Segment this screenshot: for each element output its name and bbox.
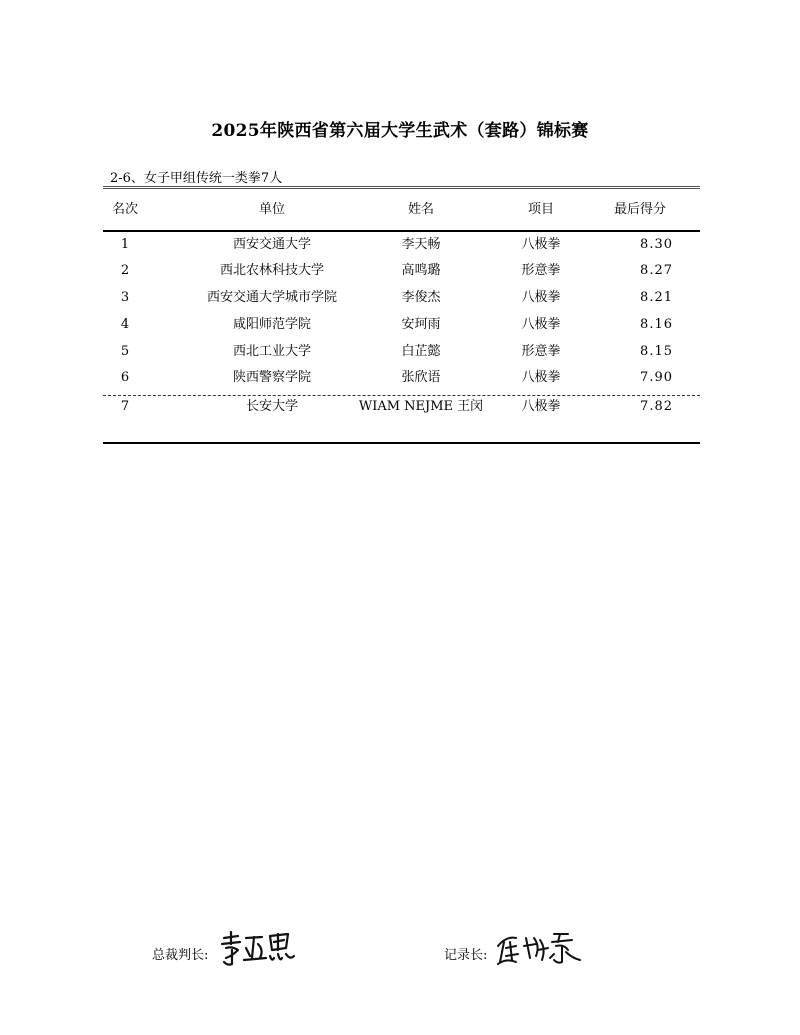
item-cell: 八极拳	[521, 370, 561, 385]
name-cell: 白芷懿	[401, 344, 441, 359]
header-rank: 名次	[111, 202, 138, 217]
name-cell: 李天畅	[401, 237, 441, 252]
header-unit: 单位	[258, 202, 285, 217]
chief-judge-signature-icon	[218, 928, 298, 968]
item-cell: 八极拳	[521, 237, 561, 252]
table-top-rule	[103, 186, 700, 187]
event-name: 2-6、女子甲组传统一类拳7人	[110, 171, 283, 186]
rank-cell: 5	[120, 344, 130, 359]
score-cell: 8.27	[640, 263, 673, 278]
unit-cell: 咸阳师范学院	[232, 317, 311, 332]
table-row	[103, 339, 700, 365]
unit-cell: 西安交通大学	[232, 237, 311, 252]
score-cell: 7.82	[640, 399, 673, 414]
table-row	[103, 258, 700, 284]
name-cell: 高鸣璐	[401, 263, 441, 278]
recorder-signature-icon	[494, 928, 584, 968]
table-row	[103, 312, 700, 338]
unit-cell: 长安大学	[245, 399, 298, 414]
name-cell: 安珂雨	[401, 317, 441, 332]
header-item: 项目	[527, 202, 554, 217]
rank-cell: 2	[120, 263, 130, 278]
rank-cell: 7	[120, 399, 130, 414]
item-cell: 形意拳	[521, 344, 561, 359]
score-cell: 8.21	[640, 290, 673, 305]
table-row	[103, 285, 700, 311]
name-cell: 张欣语	[401, 370, 441, 385]
rank-cell: 4	[120, 317, 130, 332]
unit-cell: 西北工业大学	[232, 344, 311, 359]
table-bottom-rule	[103, 442, 700, 444]
table-row	[103, 232, 700, 258]
rank-cell: 1	[120, 237, 130, 252]
recorder-signature-block	[444, 928, 604, 968]
item-cell: 形意拳	[521, 263, 561, 278]
score-cell: 7.90	[640, 370, 673, 385]
table-header-row	[103, 197, 700, 223]
chief-judge-signature-block	[152, 928, 312, 968]
score-cell: 8.16	[640, 317, 673, 332]
table-top-rule-2	[103, 188, 700, 189]
unit-cell: 西北农林科技大学	[219, 263, 324, 278]
score-cell: 8.30	[640, 237, 673, 252]
recorder-label: 记录长:	[444, 948, 488, 963]
rank-cell: 3	[120, 290, 130, 305]
item-cell: 八极拳	[521, 399, 561, 414]
unit-cell: 西安交通大学城市学院	[206, 290, 337, 305]
item-cell: 八极拳	[521, 317, 561, 332]
header-name: 姓名	[407, 202, 434, 217]
table-row	[103, 365, 700, 391]
item-cell: 八极拳	[521, 290, 561, 305]
name-cell: WIAM NEJME 王闵	[358, 399, 484, 414]
unit-cell: 陕西警察学院	[232, 370, 311, 385]
name-cell: 李俊杰	[401, 290, 441, 305]
document-title: 2025年陕西省第六届大学生武术（套路）锦标赛	[211, 121, 589, 141]
header-score: 最后得分	[613, 202, 666, 217]
rank-cell: 6	[120, 370, 130, 385]
chief-judge-label: 总裁判长:	[152, 948, 209, 963]
score-cell: 8.15	[640, 344, 673, 359]
table-row	[103, 394, 700, 420]
